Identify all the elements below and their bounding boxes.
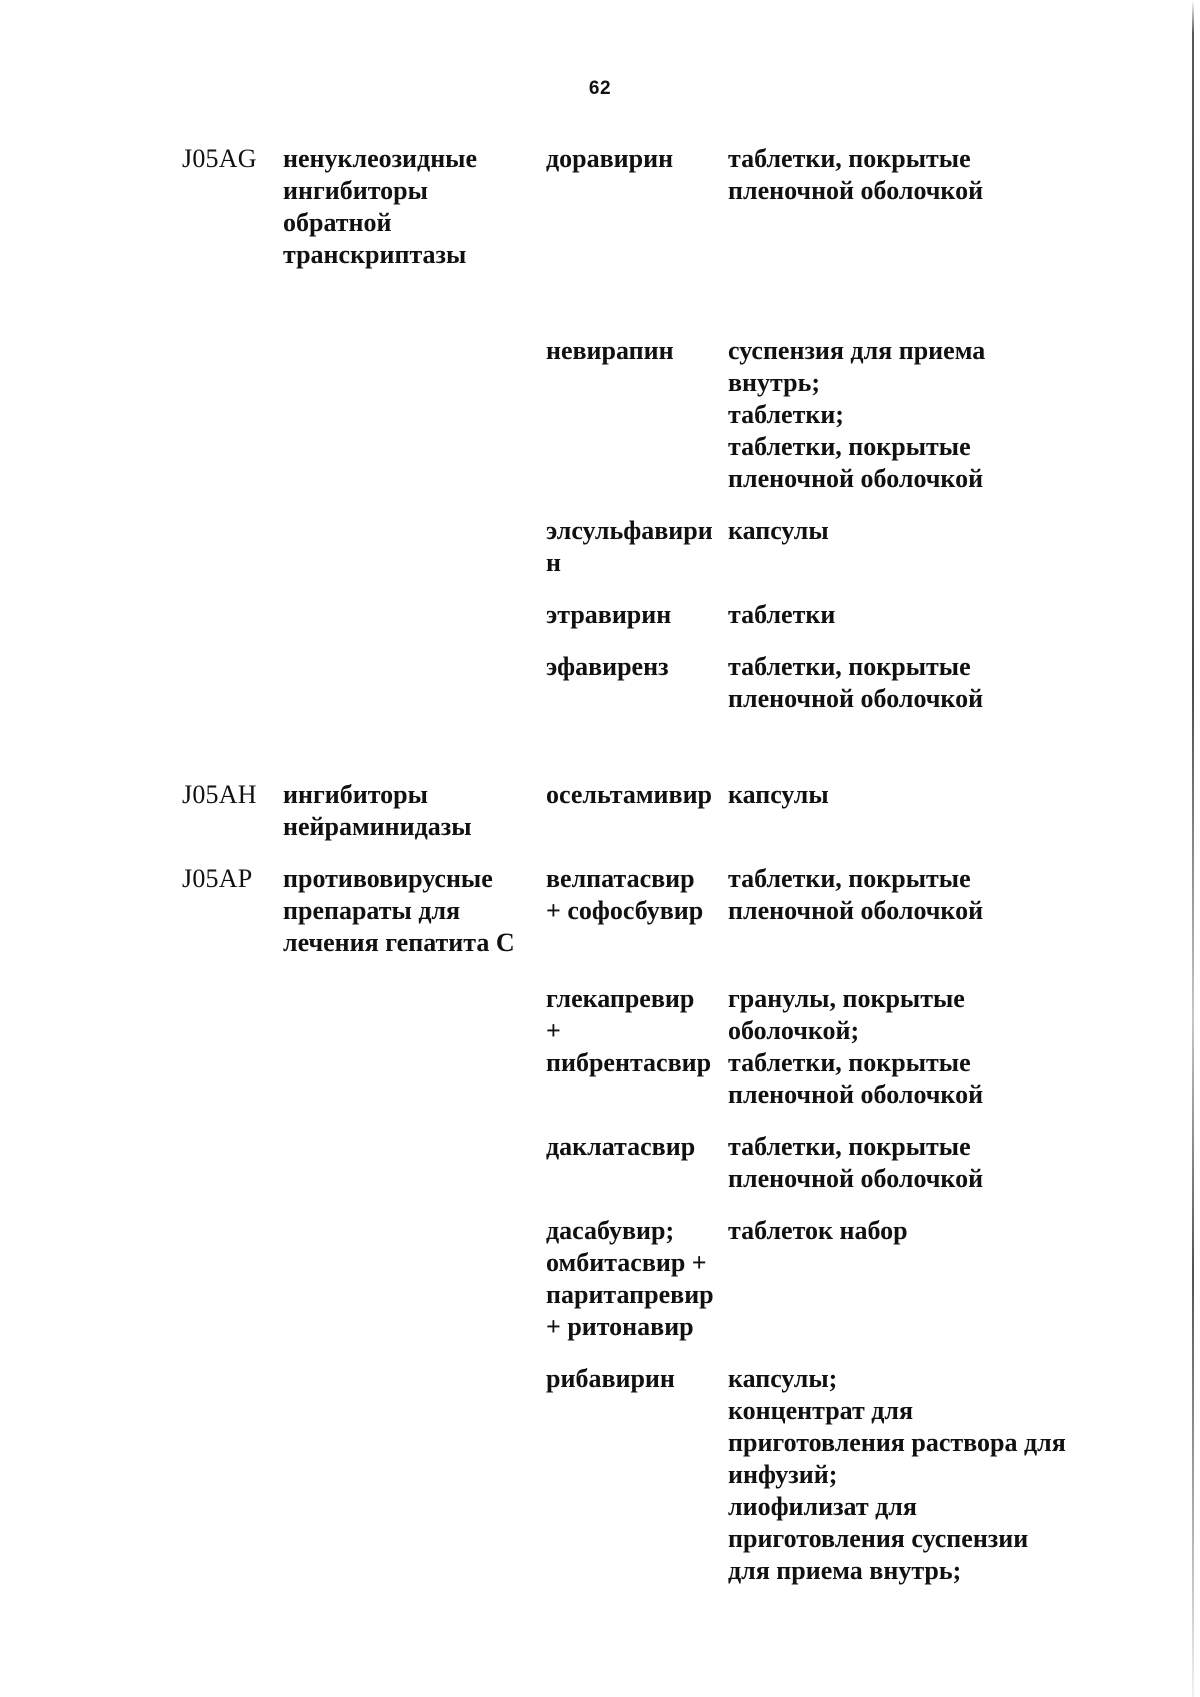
dosage-form: капсулы bbox=[728, 780, 829, 809]
atc-code bbox=[182, 335, 283, 515]
atc-code: J05AG bbox=[182, 144, 257, 173]
dosage-form: таблетки bbox=[728, 600, 836, 629]
dosage-form: таблетки, покрытые пленочной оболочкой bbox=[728, 144, 984, 205]
group-name bbox=[283, 983, 546, 1131]
dosage-form: суспензия для приема внутрь; таблетки; таблетки, покрытые пленочной оболочкой bbox=[728, 336, 986, 493]
table-row bbox=[182, 1363, 1082, 1607]
drug-name: глекапревир + пибрентасвир bbox=[546, 984, 712, 1077]
drug-name: осельтамивир bbox=[546, 780, 713, 809]
dosage-form: таблетки, покрытые пленочной оболочкой bbox=[728, 864, 984, 925]
table-row bbox=[182, 599, 1082, 651]
group-name bbox=[283, 335, 546, 515]
group-name: ненуклеозидные ингибиторы обратной транскриптазы bbox=[283, 144, 478, 269]
drug-name: рибавирин bbox=[546, 1364, 675, 1393]
drug-name: велпатасвир + софосбувир bbox=[546, 864, 704, 925]
atc-code: J05AH bbox=[182, 780, 257, 809]
medicines-table bbox=[182, 143, 1082, 1607]
table-row bbox=[182, 1215, 1082, 1363]
atc-code bbox=[182, 1363, 283, 1607]
dosage-form: капсулы bbox=[728, 516, 829, 545]
atc-code: J05AP bbox=[182, 864, 253, 893]
dosage-form: таблеток набор bbox=[728, 1216, 908, 1245]
scan-edge-shadow bbox=[1192, 0, 1194, 1697]
dosage-form: капсулы; концентрат для приготовления раствора для инфузий; лиофилизат для приготовления суспензии для приема внутрь; bbox=[728, 1364, 1066, 1585]
table-row bbox=[182, 335, 1082, 515]
atc-code bbox=[182, 515, 283, 599]
group-name bbox=[283, 599, 546, 651]
drug-name: дасабувир; омбитасвир + паритапревир + ритонавир bbox=[546, 1216, 714, 1341]
drug-name: даклатасвир bbox=[546, 1132, 696, 1161]
table-row bbox=[182, 515, 1082, 599]
table-row bbox=[182, 983, 1082, 1131]
page-number: 62 bbox=[588, 78, 612, 99]
atc-code bbox=[182, 1215, 283, 1363]
table-row bbox=[182, 143, 1082, 335]
table-row bbox=[182, 651, 1082, 779]
table-row bbox=[182, 779, 1082, 863]
drug-name: эфавиренз bbox=[546, 652, 669, 681]
group-name bbox=[283, 651, 546, 779]
group-name bbox=[283, 1215, 546, 1363]
dosage-form: гранулы, покрытые оболочкой; таблетки, покрытые пленочной оболочкой bbox=[728, 984, 984, 1109]
drug-name: этравирин bbox=[546, 600, 672, 629]
table-row bbox=[182, 863, 1082, 983]
dosage-form: таблетки, покрытые пленочной оболочкой bbox=[728, 1132, 984, 1193]
group-name: ингибиторы нейраминидазы bbox=[283, 780, 472, 841]
dosage-form: таблетки, покрытые пленочной оболочкой bbox=[728, 652, 984, 713]
group-name: противовирусные препараты для лечения гепатита С bbox=[283, 864, 515, 957]
atc-code bbox=[182, 1131, 283, 1215]
atc-code bbox=[182, 983, 283, 1131]
group-name bbox=[283, 1131, 546, 1215]
drug-name: невирапин bbox=[546, 336, 674, 365]
drug-name: доравирин bbox=[546, 144, 674, 173]
table-row bbox=[182, 1131, 1082, 1215]
atc-code bbox=[182, 651, 283, 779]
drug-name: элсульфавири н bbox=[546, 516, 713, 577]
atc-code bbox=[182, 599, 283, 651]
group-name bbox=[283, 515, 546, 599]
group-name bbox=[283, 1363, 546, 1607]
